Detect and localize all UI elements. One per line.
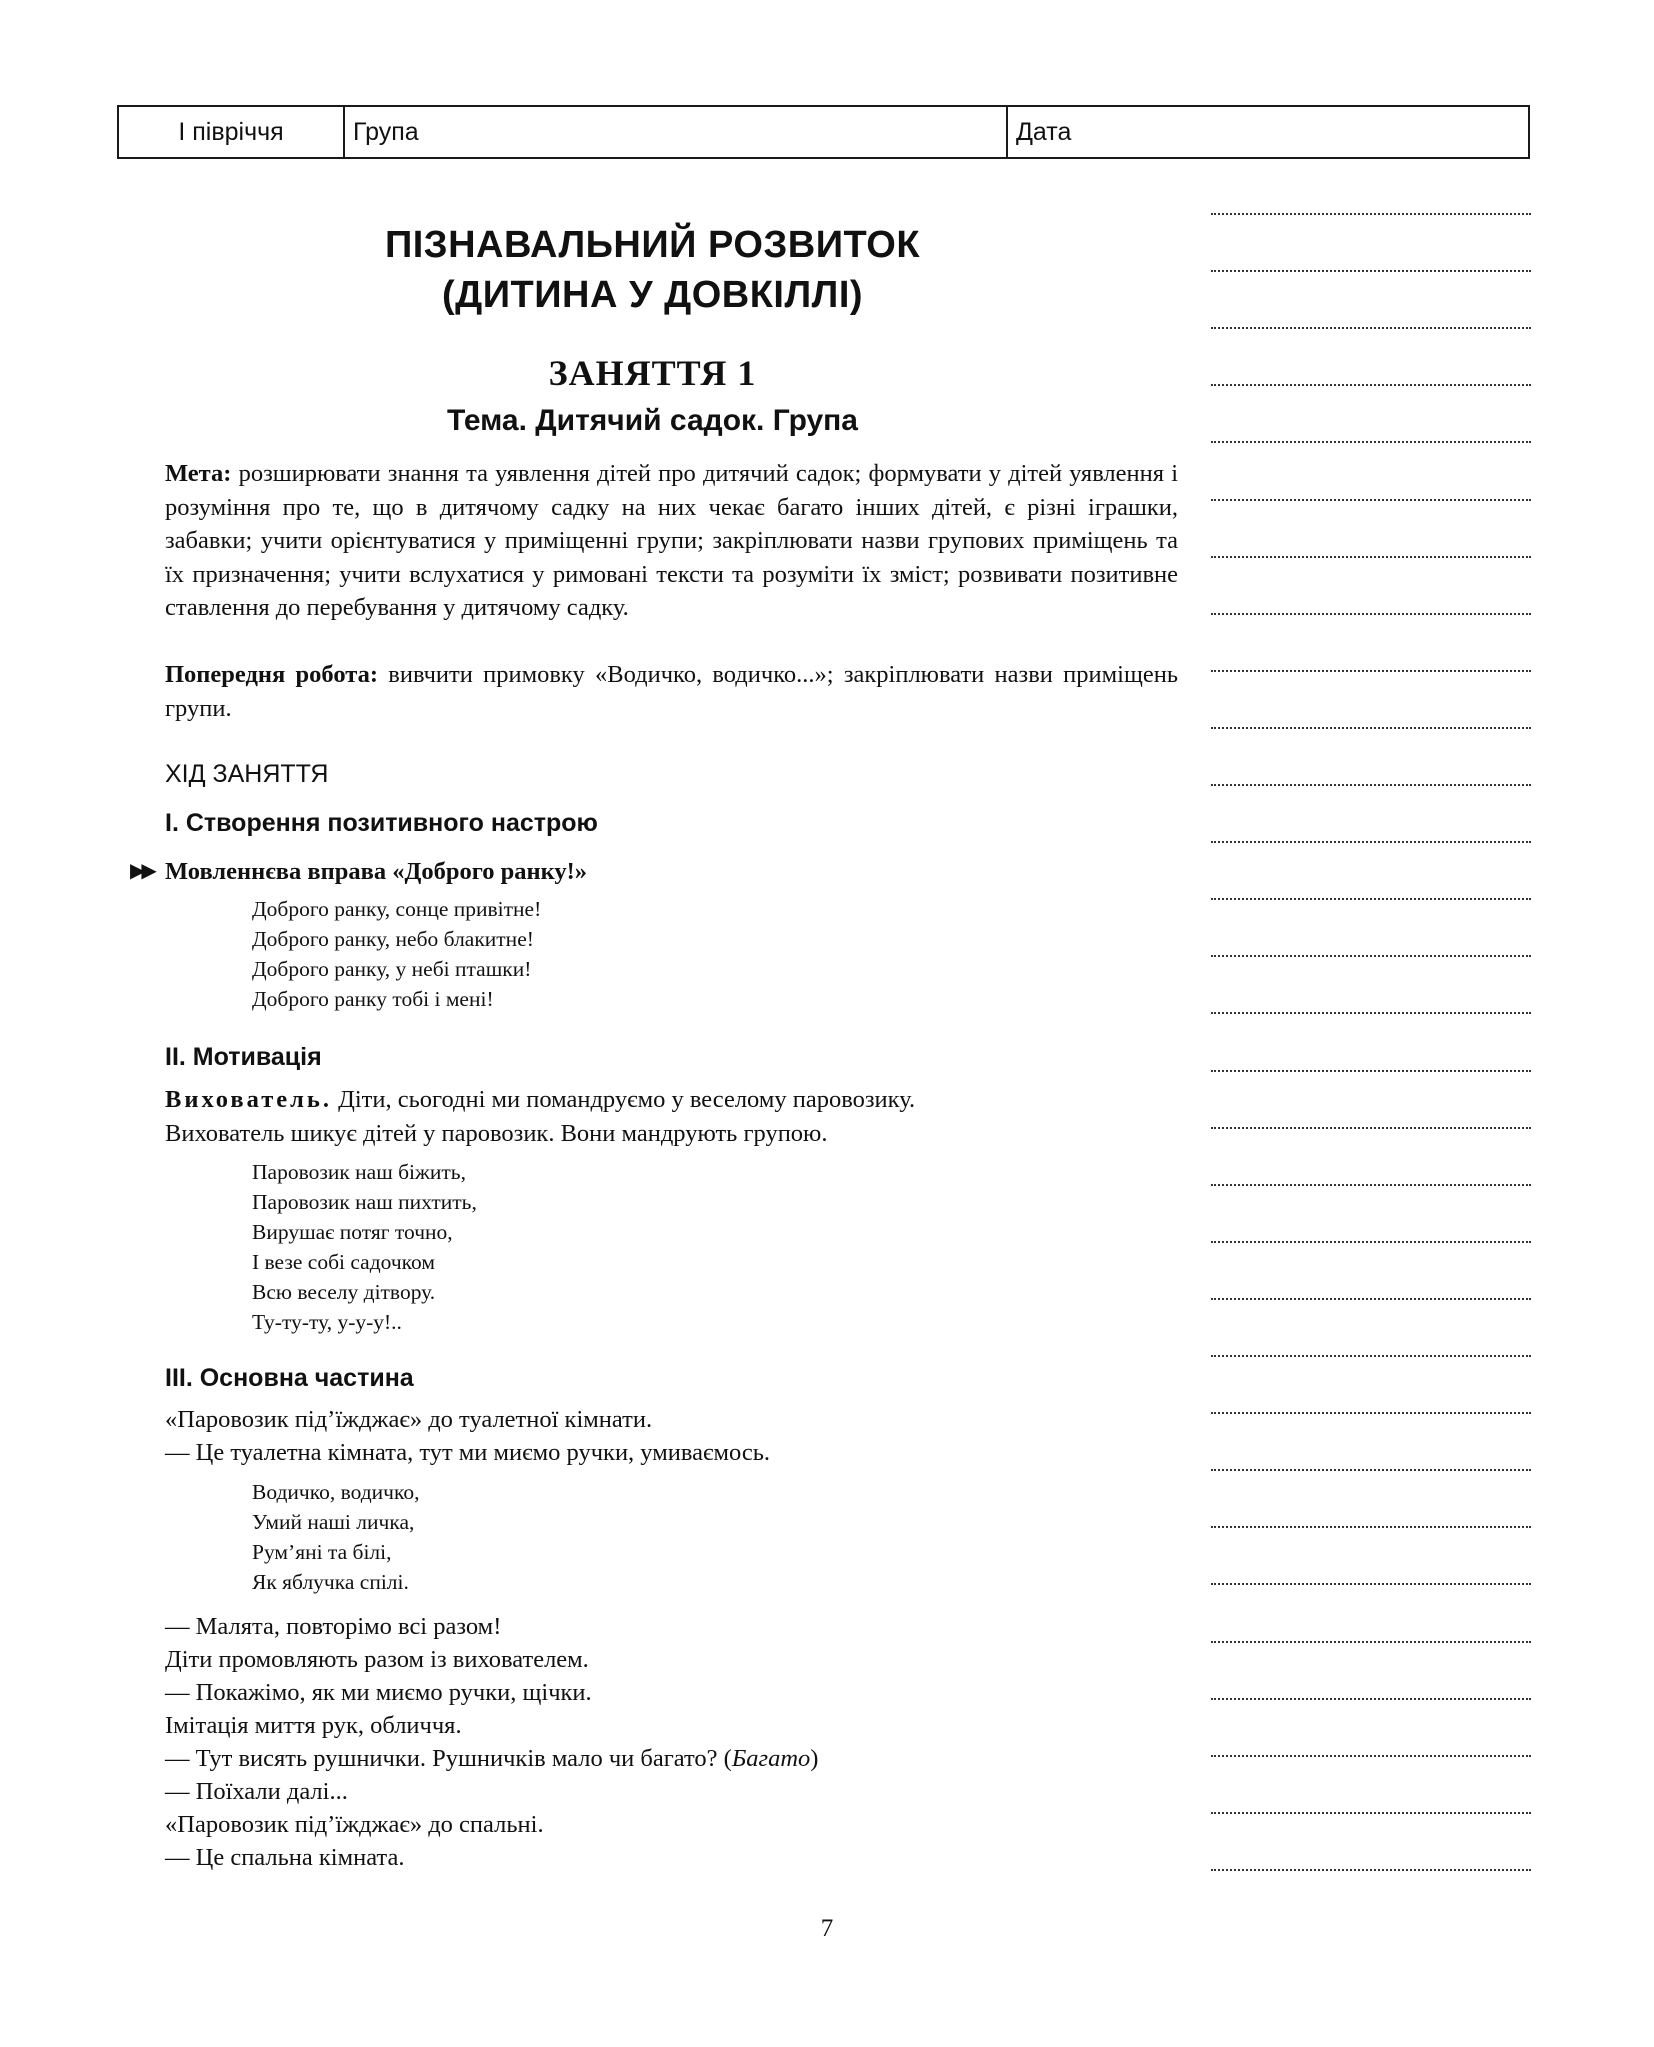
note-line[interactable] — [1211, 327, 1531, 329]
note-line[interactable] — [1211, 499, 1531, 501]
page-number: 7 — [820, 1915, 834, 1942]
exercise-title — [130, 858, 588, 886]
lesson-title: ЗАНЯТТЯ 1 — [548, 353, 757, 393]
lesson-content — [130, 0, 1180, 2047]
note-line[interactable] — [1211, 1869, 1531, 1871]
teacher-line — [165, 1083, 915, 1116]
note-line[interactable] — [1211, 1812, 1531, 1814]
note-line[interactable] — [1211, 1469, 1531, 1471]
date-field[interactable]: Дата — [1016, 117, 1072, 146]
group-field[interactable]: Група — [345, 107, 1008, 157]
note-line[interactable] — [1211, 784, 1531, 786]
poem-line: Доброго ранку, у небі пташки! — [252, 957, 532, 981]
poem-line: Доброго ранку тобі і мені! — [252, 987, 494, 1011]
text-line: — Поїхали далі... — [165, 1778, 348, 1805]
note-line[interactable] — [1211, 1127, 1531, 1129]
topic-title: Тема. Дитячий садок. Група — [447, 404, 858, 437]
goal-paragraph — [165, 457, 1178, 625]
text-line: Діти промовляють разом із вихователем. — [165, 1646, 589, 1673]
note-line[interactable] — [1211, 1755, 1531, 1757]
note-line[interactable] — [1211, 1641, 1531, 1643]
poem-line: І везе собі садочком — [252, 1250, 435, 1274]
question-text: — Тут висять рушнички. Рушничків мало чи багато? ( — [165, 1745, 732, 1772]
poem-line: Всю веселу дітвору. — [252, 1280, 436, 1304]
text-line: — Малята, повторімо всі разом! — [165, 1613, 502, 1640]
text-line: — Покажімо, як ми миємо ручки, щічки. — [165, 1679, 592, 1706]
note-line[interactable] — [1211, 1583, 1531, 1585]
text-line: Імітація миття рук, обличчя. — [165, 1712, 462, 1739]
poem-line: Паровозик наш біжить, — [252, 1160, 466, 1184]
note-line[interactable] — [1211, 556, 1531, 558]
notes-column — [1211, 0, 1531, 2047]
part3-heading: ІІІ. Основна частина — [165, 1364, 414, 1392]
poem-good-morning — [252, 894, 541, 1014]
poem-line: Паровозик наш пихтить, — [252, 1190, 477, 1214]
note-line[interactable] — [1211, 613, 1531, 615]
note-line[interactable] — [1211, 1355, 1531, 1357]
text-line: «Паровозик під’їжджає» до туалетної кімнати. — [165, 1406, 653, 1433]
note-line[interactable] — [1211, 727, 1531, 729]
part1-heading: І. Створення позитивного настрою — [165, 809, 598, 837]
note-line[interactable] — [1211, 384, 1531, 386]
note-line[interactable] — [1211, 441, 1531, 443]
action-line: Вихователь шикує дітей у паровозик. Вони мандрують групою. — [165, 1120, 828, 1147]
note-line[interactable] — [1211, 1184, 1531, 1186]
poem-line: Водичко, водичко, — [252, 1480, 420, 1504]
note-line[interactable] — [1211, 1012, 1531, 1014]
text-line: «Паровозик під’їжджає» до спальні. — [165, 1811, 544, 1838]
question-answer: Багато — [731, 1745, 811, 1772]
note-line[interactable] — [1211, 1070, 1531, 1072]
note-line[interactable] — [1211, 898, 1531, 900]
part2-heading: ІІ. Мотивація — [165, 1043, 322, 1071]
half-year-cell: І півріччя — [119, 107, 345, 157]
poem-train — [252, 1157, 477, 1337]
goal-text: розширювати знання та уявлення дітей про дитячий садок; формувати у дітей уявлення і розуміння про те, що в дитячому садку на них чекає багато інших дітей, є різні іграшки, забавки; учити орієнтуватися у приміщенні групи; закріплювати назви групових приміщень та їх призначення; учити вслухатися у римовані тексти та розуміти їх зміст; розвивати позитивне ставлення до перебування у дитячому садку. — [165, 460, 1178, 621]
section-title — [165, 220, 1140, 320]
section-title-line2: (ДИТИНА У ДОВКІЛЛІ) — [441, 274, 864, 316]
prep-label: Попередня робота: — [165, 661, 378, 688]
prep-paragraph — [165, 658, 1178, 725]
poem-line: Умий наші личка, — [252, 1510, 415, 1534]
note-line[interactable] — [1211, 270, 1531, 272]
poem-line: Рум’яні та білі, — [252, 1540, 392, 1564]
note-line[interactable] — [1211, 1298, 1531, 1300]
note-line[interactable] — [1211, 670, 1531, 672]
double-arrow-icon: ▶▶ — [130, 860, 153, 882]
note-line[interactable] — [1211, 1526, 1531, 1528]
note-line[interactable] — [1211, 1241, 1531, 1243]
note-line[interactable] — [1211, 213, 1531, 215]
poem-line: Доброго ранку, сонце привітне! — [252, 897, 542, 921]
note-line[interactable] — [1211, 1412, 1531, 1414]
teacher-label: Вихователь. — [165, 1086, 332, 1113]
poem-line: Як яблучка спілі. — [252, 1570, 409, 1594]
text-line: — Це спальна кімната. — [165, 1844, 405, 1871]
poem-water — [252, 1477, 419, 1597]
question-line — [165, 1742, 818, 1775]
section-title-line1: ПІЗНАВАЛЬНИЙ РОЗВИТОК — [384, 224, 921, 266]
text-line: — Це туалетна кімната, тут ми миємо ручки, умиваємось. — [165, 1439, 771, 1466]
poem-line: Доброго ранку, небо блакитне! — [252, 927, 534, 951]
prep-text: вивчити примовку «Водичко, водичко...»; закріплювати назви приміщень групи. — [165, 661, 1178, 722]
question-close: ) — [810, 1745, 819, 1772]
teacher-speech: Діти, сьогодні ми помандруємо у веселому паровозику. — [338, 1086, 916, 1113]
exercise-label: Мовленнєва вправа «Доброго ранку!» — [165, 858, 588, 885]
note-line[interactable] — [1211, 1698, 1531, 1700]
course-heading: ХІД ЗАНЯТТЯ — [165, 760, 329, 788]
poem-line: Ту-ту-ту, у-у-у!.. — [252, 1310, 402, 1334]
poem-line: Вирушає потяг точно, — [252, 1220, 453, 1244]
note-line[interactable] — [1211, 955, 1531, 957]
note-line[interactable] — [1211, 841, 1531, 843]
goal-label: Мета: — [165, 460, 232, 487]
